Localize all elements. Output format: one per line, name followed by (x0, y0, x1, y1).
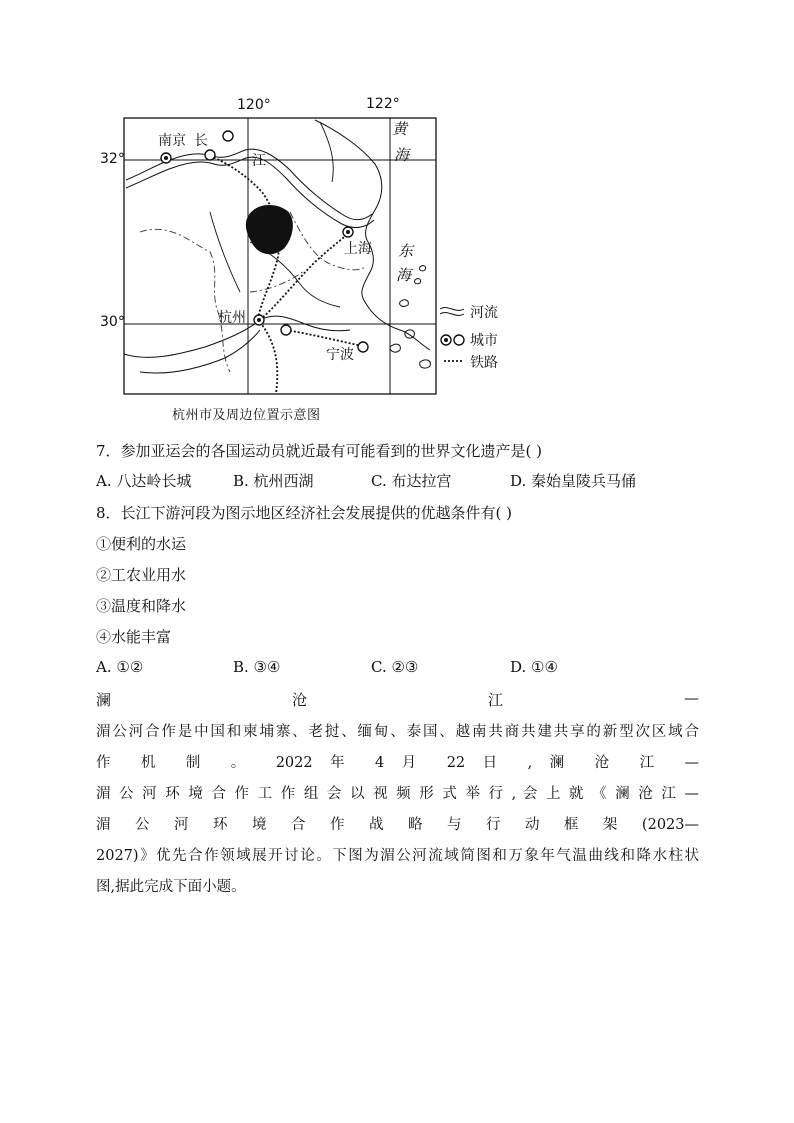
q7-option-d: D. 秦始皇陵兵马俑 (510, 472, 637, 490)
city-nanjing-marker (161, 153, 171, 163)
q7-option-c: C. 布达拉宫 (371, 472, 452, 490)
sea-hai1-label: 海 (394, 146, 410, 164)
q8-item-1: ①便利的水运 (96, 535, 187, 553)
passage-line-5: 湄 公 河 环 境 合 作 战 略 与 行 动 框 架 (2023— (96, 817, 699, 833)
legend-rail-label: 铁路 (470, 355, 498, 371)
legend-river-label: 河流 (470, 305, 498, 321)
q8-option-b: B. ③④ (233, 658, 281, 676)
tributary-river (140, 330, 260, 373)
lat-30-label: 30° (100, 314, 125, 330)
city-hangzhou-label: 杭州 (218, 310, 246, 326)
sea-dong-label: 东 (398, 242, 414, 260)
lon-120-label: 120° (237, 97, 271, 113)
legend-city-icon (441, 335, 464, 345)
map-legend (440, 308, 464, 361)
passage-line-1 (96, 689, 699, 710)
hangzhou-location-map (100, 92, 520, 397)
passage-line-4: 湄 公 河 环 境 合 作 工 作 组 会 以 视 频 形 式 举 行 , 会 上 就 《 澜 沧 江 — (96, 786, 699, 802)
passage-word: 江 (488, 691, 504, 709)
taihu-lake (246, 206, 292, 254)
sea-hai2-label: 海 (396, 266, 412, 284)
minor-river (320, 122, 333, 182)
passage-line-6: 2027)》优先合作领域展开讨论。下图为湄公河流域简图和万象年气温曲线和降水柱状 (96, 848, 699, 864)
q8-option-a: A. ①② (96, 658, 144, 676)
city-ningbo-marker (358, 342, 368, 352)
question-7-stem: 7．参加亚运会的各国运动员就近最有可能看到的世界文化遗产是( ) (96, 442, 543, 460)
city-shanghai-label: 上海 (344, 241, 372, 257)
lon-122-label: 122° (366, 96, 400, 112)
passage-line-3: 作 机 制 。 2022 年 4 月 22 日 , 澜 沧 江 — (96, 755, 699, 771)
city-marker (205, 150, 215, 160)
q8-item-4: ④水能丰富 (96, 628, 172, 646)
coastline (315, 120, 430, 350)
city-shanghai-marker (343, 227, 353, 237)
q7-option-b: B. 杭州西湖 (233, 472, 314, 490)
city-marker (223, 131, 233, 141)
island (420, 360, 431, 368)
q8-item-3: ③温度和降水 (96, 597, 187, 615)
sea-huang-label: 黄 (392, 120, 408, 138)
city-marker (281, 325, 291, 335)
passage-word: 沧 (292, 691, 308, 709)
river-chang-label: 长 (194, 133, 208, 149)
river-jiang-label: 江 (252, 153, 266, 169)
island (390, 344, 400, 352)
passage-line-2: 湄公河合作是中国和柬埔寨、老挝、缅甸、泰国、越南共商共建共享的新型次区域合 (96, 724, 699, 740)
boundary (140, 229, 230, 372)
lat-32-label: 32° (100, 151, 125, 167)
q8-option-d: D. ①④ (510, 658, 558, 676)
passage-line-7: 图,据此完成下面小题。 (96, 879, 246, 895)
q8-option-c: C. ②③ (371, 658, 419, 676)
island (414, 279, 420, 284)
q8-item-2: ②工农业用水 (96, 566, 187, 584)
question-8-stem: 8．长江下游河段为图示地区经济社会发展提供的优越条件有( ) (96, 504, 513, 522)
passage-word: 澜 (96, 691, 112, 709)
city-ningbo-label: 宁波 (326, 347, 354, 363)
passage-word: — (684, 689, 699, 707)
city-hangzhou-marker (254, 315, 264, 325)
q7-option-a: A. 八达岭长城 (96, 472, 192, 490)
city-nanjing-label: 南京 (158, 133, 186, 149)
island (400, 300, 409, 307)
railway-south (260, 322, 277, 394)
minor-river (210, 212, 240, 292)
island (405, 330, 415, 338)
legend-city-label: 城市 (470, 333, 498, 349)
island (419, 266, 425, 271)
legend-river-icon (440, 308, 464, 316)
map-caption: 杭州市及周边位置示意图 (172, 408, 321, 423)
